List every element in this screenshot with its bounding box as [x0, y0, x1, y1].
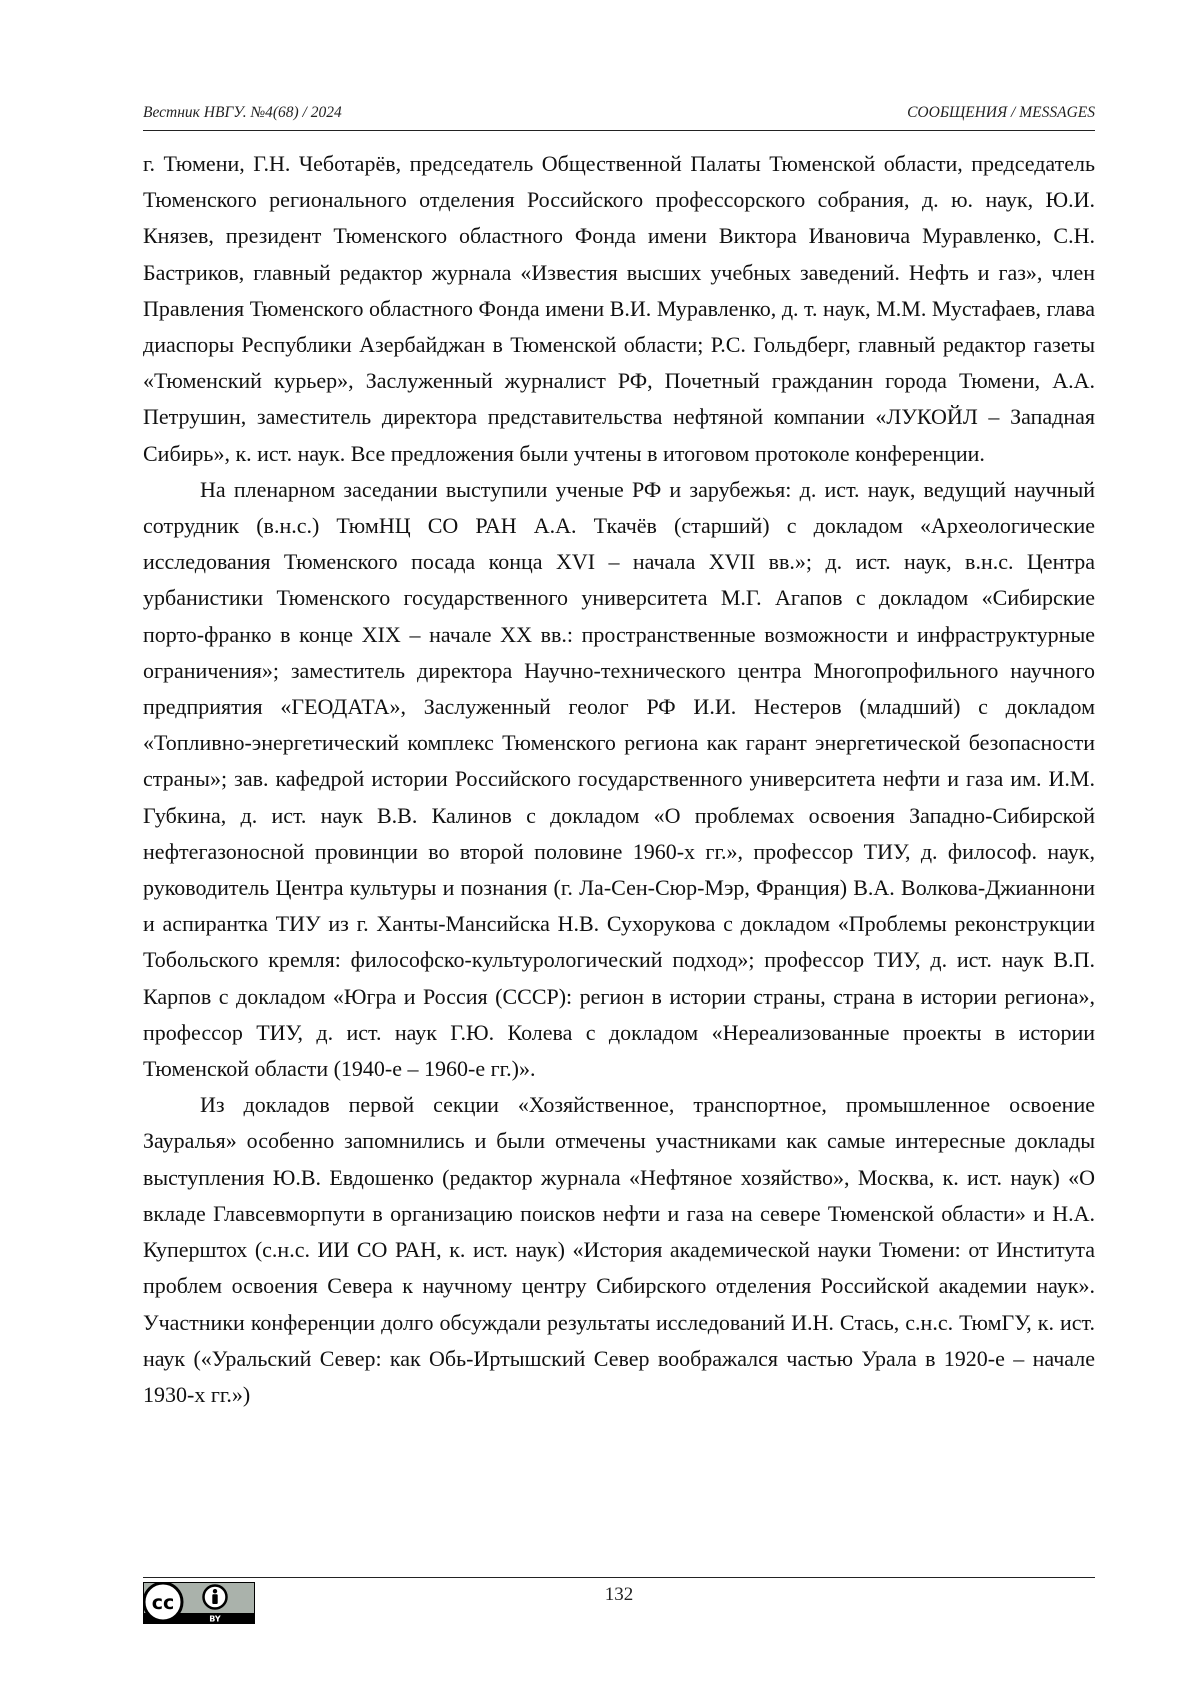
article-body	[143, 146, 1095, 1413]
footer-divider	[143, 1577, 1095, 1578]
section-title: СООБЩЕНИЯ / MESSAGES	[907, 104, 1095, 122]
page-number: 132	[143, 1584, 1095, 1606]
paragraph-plenary-session: На пленарном заседании выступили ученые РФ и зарубежья: д. ист. наук, ведущий научный сотрудник (в.н.с.) ТюмНЦ СО РАН А.А. Ткачёв (старший) с докладом «Археологические исследования Тюменского посада конца XVI – начала XVII вв.»; д. ист. наук, в.н.с. Центра урбанистики Тюменского государственного университета М.Г. Агапов с докладом «Сибирские порто-франко в конце XIX – начале XX вв.: пространственные возможности и инфраструктурные ограничения»; заместитель директора Научно-технического центра Многопрофильного научного предприятия «ГЕОДАТА», Заслуженный геолог РФ И.И. Нестеров (младший) с докладом «Топливно-энергетический комплекс Тюменского региона как гарант энергетической безопасности страны»; зав. кафедрой истории Российского государственного университета нефти и газа им. И.М. Губкина, д. ист. наук В.В. Калинов с докладом «О проблемах освоения Западно-Сибирской нефтегазоносной провинции во второй половине 1960-х гг.», профессор ТИУ, д. философ. наук, руководитель Центра культуры и познания (г. Ла-Сен-Сюр-Мэр, Франция) В.А. Волкова-Джианнони и аспирантка ТИУ из г. Ханты-Мансийска Н.В. Сухорукова с докладом «Проблемы реконструкции Тобольского кремля: философско-культурологический подход»; профессор ТИУ, д. ист. наук В.П. Карпов с докладом «Югра и Россия (СССР): регион в истории страны, страна в истории региона», профессор ТИУ, д. ист. наук Г.Ю. Колева с докладом «Нереализованные проекты в истории Тюменской области (1940-е – 1960-е гг.)».	[143, 472, 1095, 1087]
paragraph-continued: г. Тюмени, Г.Н. Чеботарёв, председатель Общественной Палаты Тюменской области, председатель Тюменского регионального отделения Российского профессорского собрания, д. ю. наук, Ю.И. Князев, президент Тюменского областного Фонда имени Виктора Ивановича Муравленко, С.Н. Бастриков, главный редактор журнала «Известия высших учебных заведений. Нефть и газ», член Правления Тюменского областного Фонда имени В.И. Муравленко, д. т. наук, М.М. Мустафаев, глава диаспоры Республики Азербайджан в Тюменской области; Р.С. Гольдберг, главный редактор газеты «Тюменский курьер», Заслуженный журналист РФ, Почетный гражданин города Тюмени, А.А. Петрушин, заместитель директора представительства нефтяной компании «ЛУКОЙЛ – Западная Сибирь», к. ист. наук. Все предложения были учтены в итоговом протоколе конференции.	[143, 146, 1095, 472]
page-footer	[143, 1577, 1095, 1647]
svg-text:BY: BY	[209, 1615, 221, 1624]
paragraph-first-section: Из докладов первой секции «Хозяйственное, транспортное, промышленное освоение Зауралья» особенно запомнились и были отмечены участниками как самые интересные доклады выступления Ю.В. Евдошенко (редактор журнала «Нефтяное хозяйство», Москва, к. ист. наук) «О вкладе Главсевморпути в организацию поисков нефти и газа на севере Тюменской области» и Н.А. Куперштох (с.н.с. ИИ СО РАН, к. ист. наук) «История академической науки Тюмени: от Института проблем освоения Севера к научному центру Сибирского отделения Российской академии наук». Участники конференции долго обсуждали результаты исследований И.Н. Стась, с.н.с. ТюмГУ, к. ист. наук («Уральский Север: как Обь-Иртышский Север воображался частью Урала в 1920-е – начале 1930-х гг.»)	[143, 1087, 1095, 1413]
journal-issue: Вестник НВГУ. №4(68) / 2024	[143, 104, 342, 122]
svg-text:cc: cc	[152, 1592, 175, 1614]
running-header	[143, 96, 1095, 131]
